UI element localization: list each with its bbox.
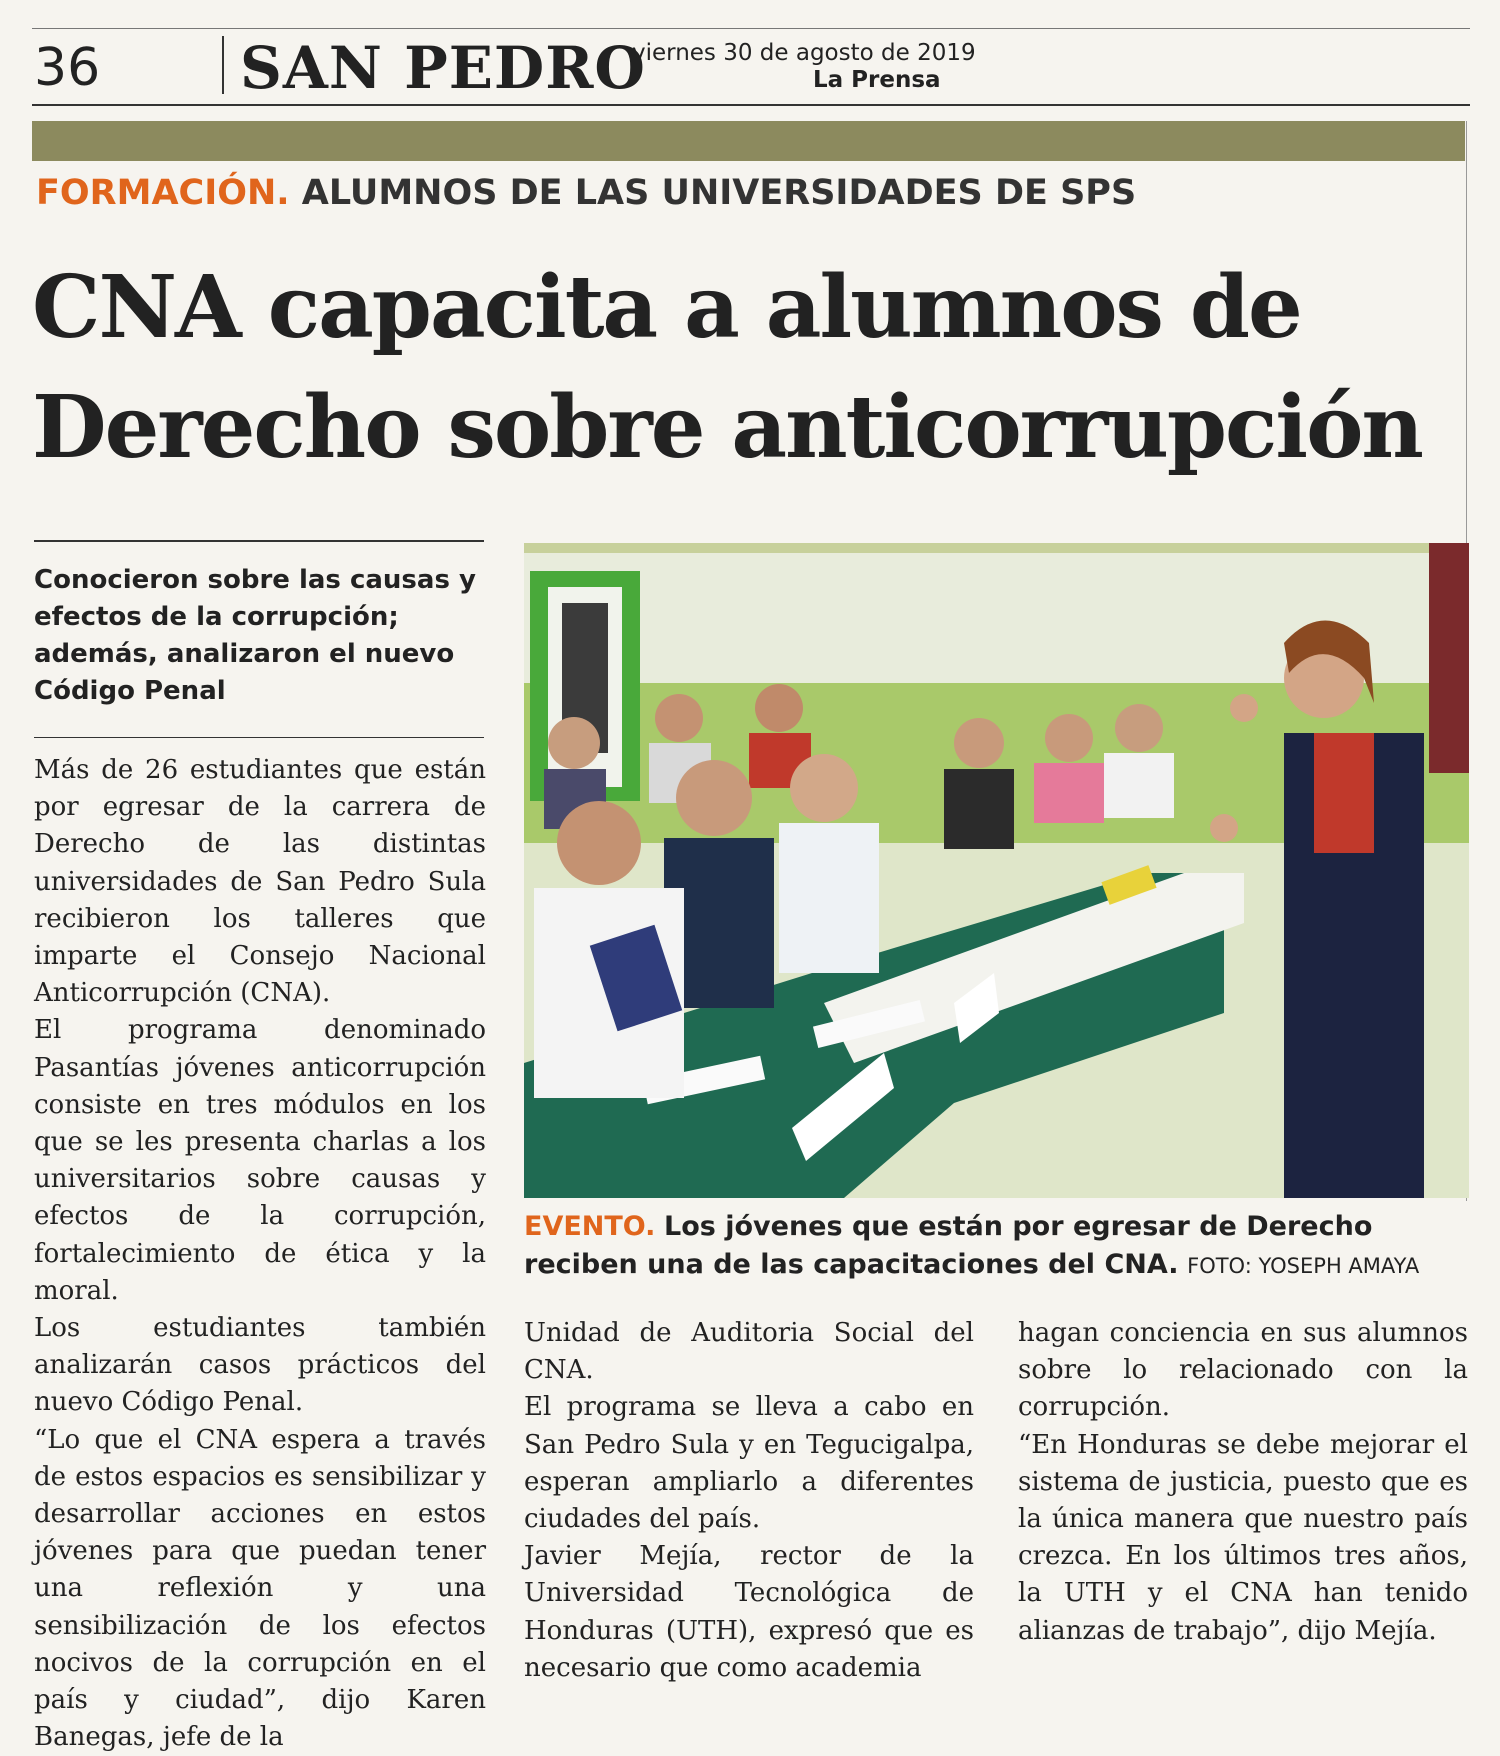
publication-date: viernes 30 de agosto de 2019 bbox=[632, 40, 976, 66]
section-title: SAN PEDRO bbox=[240, 34, 646, 102]
kicker-text: ALUMNOS DE LAS UNIVERSIDADES DE SPS bbox=[301, 173, 1137, 213]
caption-label: EVENTO. bbox=[524, 1211, 656, 1242]
deck: Conocieron sobre las causas y efectos de la corrupción; además, analizaron el nuevo Código Penal bbox=[34, 565, 476, 706]
paragraph: Javier Mejía, rector de la Universidad Tecnológica de Honduras (UTH), expresó que es necesario que como academia bbox=[524, 1541, 974, 1683]
paragraph: “Lo que el CNA espera a través de estos espacios es sensibilizar y desarrollar acciones en estos jóvenes para que puedan tener una reflexión y una sensibilización de los efectos nocivos de la corrupción en el país y ciudad”, dijo Karen Banegas, jefe de la bbox=[34, 1424, 486, 1753]
headline-line-2: Derecho sobre anticorrupción bbox=[32, 377, 1422, 478]
body-column-3 bbox=[1018, 1315, 1468, 1650]
classroom-photo bbox=[524, 543, 1469, 1198]
deck-bottom-rule bbox=[34, 737, 484, 738]
headline bbox=[32, 248, 1472, 488]
body-column-1 bbox=[34, 752, 486, 1756]
kicker-label: FORMACIÓN. bbox=[36, 173, 290, 213]
paragraph: Los estudiantes también analizarán casos prácticos del nuevo Código Penal. bbox=[34, 1313, 486, 1418]
body-column-2 bbox=[524, 1315, 974, 1687]
paragraph: Más de 26 estudiantes que están por egresar de la carrera de Derecho de las distintas universidades de San Pedro Sula recibieron los talleres que imparte el Consejo Nacional Anticorrupción (CNA). bbox=[34, 755, 486, 1009]
kicker bbox=[36, 173, 1136, 213]
paragraph: “En Honduras se debe mejorar el sistema de justicia, puesto que es la única manera que nuestro país crezca. En los últimos tres años, la UTH y el CNA han tenido alianzas de trabajo”, dijo Mejía. bbox=[1018, 1429, 1468, 1646]
paragraph: El programa denominado Pasantías jóvenes anticorrupción consiste en tres módulos en los que se les presenta charlas a los universitarios sobre causas y efectos de la corrupción, fortalecimiento de ética y la moral. bbox=[34, 1015, 486, 1306]
header-top-rule bbox=[32, 28, 1470, 29]
paragraph: Unidad de Auditoria Social del CNA. bbox=[524, 1318, 974, 1386]
paragraph: El programa se lleva a cabo en San Pedro Sula y en Tegucigalpa, esperan ampliarlo a diferentes ciudades del país. bbox=[524, 1392, 974, 1535]
paragraph: hagan conciencia en sus alumnos sobre lo relacionado con la corrupción. bbox=[1018, 1318, 1468, 1423]
caption-text: Los jóvenes que están por egresar de Derecho reciben una de las capacitaciones del CNA. bbox=[524, 1211, 1373, 1280]
photo-caption bbox=[524, 1208, 1469, 1285]
newspaper-name: La Prensa bbox=[813, 67, 941, 93]
page-number: 36 bbox=[34, 38, 101, 98]
decorative-band bbox=[32, 121, 1465, 161]
header-separator bbox=[222, 36, 224, 94]
photo-credit: FOTO: YOSEPH AMAYA bbox=[1187, 1254, 1420, 1278]
deck-top-rule bbox=[34, 540, 484, 542]
article-photo bbox=[524, 543, 1469, 1198]
headline-line-1: CNA capacita a alumnos de bbox=[32, 257, 1301, 358]
header-bottom-rule bbox=[32, 104, 1470, 106]
